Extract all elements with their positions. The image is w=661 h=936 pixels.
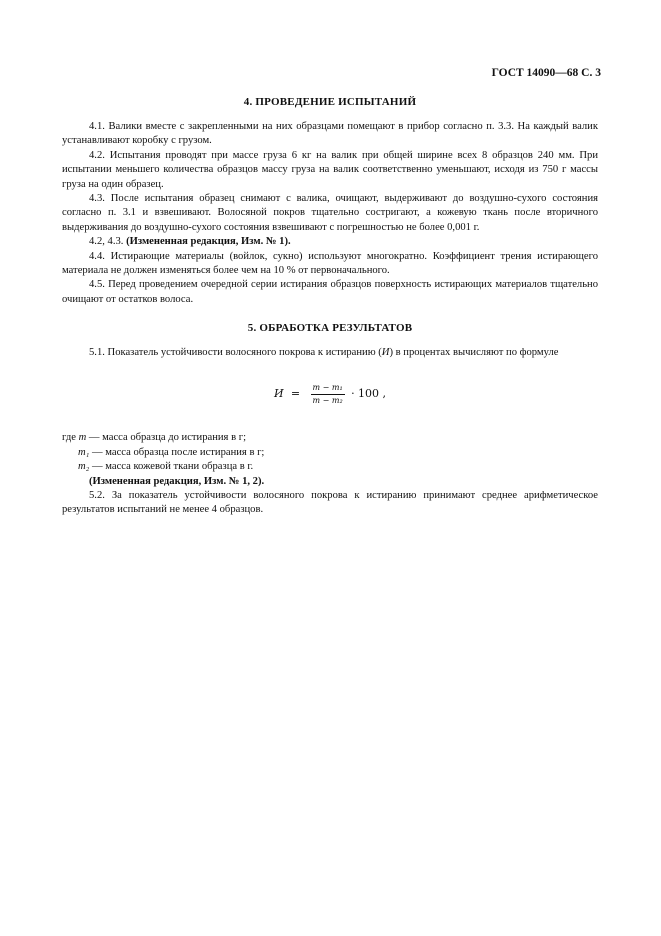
edit-note-bold: (Измененная редакция, Изм. № 1). [126,236,291,248]
formula-rhs: · 100 , [351,387,387,401]
formula-numerator: m − m₁ [311,383,345,396]
p5-1-text-a: 5.1. Показатель устойчивости волосяного покрова к истиранию ( [89,347,382,359]
definition-symbol: m [78,432,87,444]
formula [62,383,598,408]
formula-eq: = [290,387,301,401]
formula-fraction [311,383,345,408]
section-4 [62,95,598,307]
paragraph-4-1: 4.1. Валики вместе с закрепленными на них образцами помещают в прибор согласно п. 3.3. На каждый валик устанавливают коробку с грузом. [62,120,598,147]
edit-note-prefix: 4.2, 4.3. [89,236,127,248]
page-header: ГОСТ 14090—68 С. 3 [491,67,601,79]
paragraph-edit-note-5: (Измененная редакция, Изм. № 1, 2). [89,475,265,487]
p5-1-text-b: ) в процентах вычисляют по формуле [389,347,559,359]
definition-m [62,431,598,445]
document-body [62,95,598,518]
section-5 [62,321,598,518]
paragraph-4-5: 4.5. Перед проведением очередной серии истирания образцов поверхность истирающих материалов тщательно очищают от остатков волоса. [62,279,598,305]
definition-text: — масса образца после истирания в г; [89,446,265,458]
definition-lead: где [62,432,79,444]
formula-lhs: И [273,387,284,401]
formula-denominator: m − m₂ [312,396,343,406]
definition-m2 [62,460,598,474]
p5-1-symbol: И [381,347,390,359]
paragraph-5-1 [62,346,598,360]
definition-text: — масса кожевой ткани образца в г. [89,461,254,473]
definition-m1 [62,446,598,460]
paragraph-4-2: 4.2. Испытания проводят при массе груза 6 кг на валик при общей ширине всех 8 образцов 240 мм. При испытании меньшего количества образцов массу груза на валик соответственно уменьшают, исходя из 750 г массы груза на один образец. [62,149,598,190]
variable-definitions [62,431,598,474]
definition-symbol: m₂ [78,461,90,473]
definition-text: — масса образца до истирания в г; [86,432,247,444]
paragraph-4-4: 4.4. Истирающие материалы (войлок, сукно) используют многократно. Коэффициент трения истирающего материала не должен изменяться более чем на 10 % от первоначального. [62,250,598,277]
definition-symbol: m₁ [78,446,90,458]
paragraph-edit-note-4 [62,235,598,249]
section-5-title: 5. ОБРАБОТКА РЕЗУЛЬТАТОВ [247,322,413,335]
paragraph-5-2: 5.2. За показатель устойчивости волосяного покрова к истиранию принимают среднее арифметическое результатов испытаний не менее 4 образцов. [62,489,598,516]
section-4-title: 4. ПРОВЕДЕНИЕ ИСПЫТАНИЙ [243,96,417,108]
paragraph-4-3: 4.3. После испытания образец снимают с валика, очищают, выдерживают до воздушно-сухого состояния согласно п. 3.1 и взвешивают. Волосяной покров тщательно состригают, а кожевую ткань после вторичного выдерживания до воздушно-сухого состояния взвешивают с погрешностью не более 0,001 г. [62,192,598,233]
